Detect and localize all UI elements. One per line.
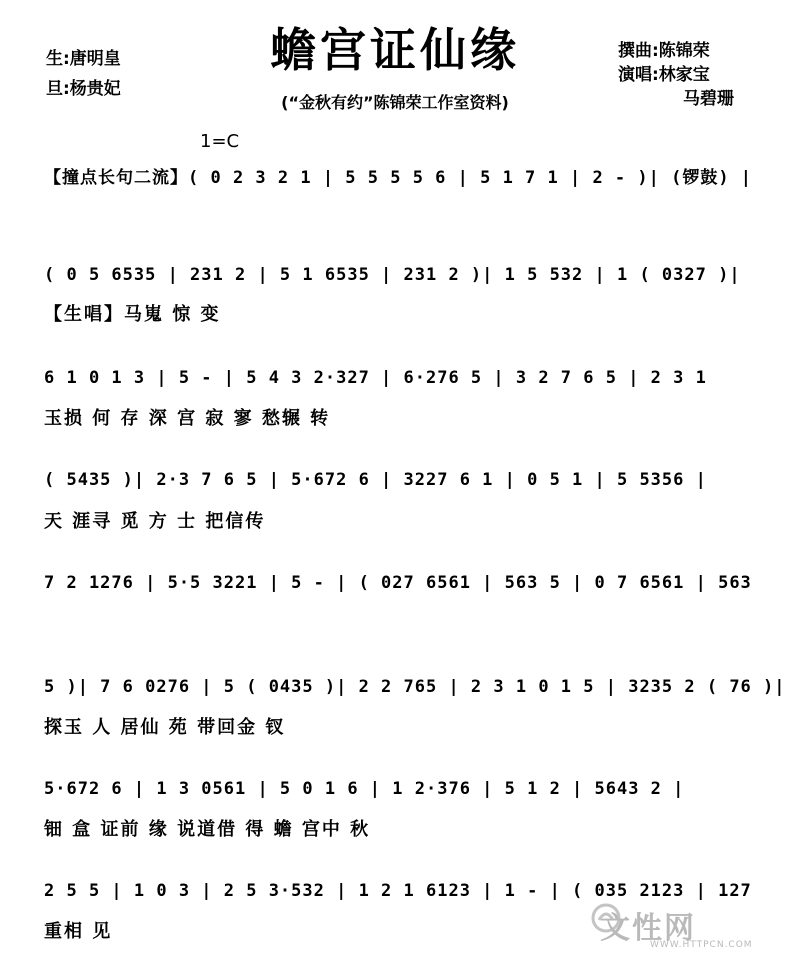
lyric-row-6: 探玉 人 居仙 苑 带回金 钗 <box>44 717 286 738</box>
notation-row-7: 5·672 6 | 1 3 0561 | 5 0 1 6 | 1 2·376 | 5 1 2 | 5643 2 | <box>44 779 685 799</box>
lyric-row-7: 钿 盒 证前 缘 说道借 得 蟾 宫中 秋 <box>44 819 371 840</box>
credit-singer-1: 演唱:林家宝 <box>618 65 710 85</box>
score-subtitle: (“金秋有约”陈锦荣工作室资料) <box>281 93 509 112</box>
key-signature: 1=C <box>200 131 240 152</box>
notation-row-6: 5 )| 7 6 0276 | 5 ( 0435 )| 2 2 765 | 2 3 1 0 1 5 | 3235 2 ( 76 )| <box>44 677 786 697</box>
watermark-url: WWW.HTTPCN.COM <box>650 940 753 950</box>
notation-row-4: ( 5435 )| 2·3 7 6 5 | 5·672 6 | 3227 6 1 | 0 5 1 | 5 5356 | <box>44 470 707 490</box>
notation-row-1: 【撞点长句二流】( 0 2 3 2 1 | 5 5 5 5 6 | 5 1 7 1 | 2 - )| (锣鼓) | <box>44 168 753 188</box>
role-sheng: 生:唐明皇 <box>46 49 121 69</box>
lyric-row-3: 玉损 何 存 深 宫 寂 寥 愁辗 转 <box>44 408 331 429</box>
role-dan: 旦:杨贵妃 <box>46 79 121 99</box>
lyric-row-8: 重相 见 <box>44 921 113 942</box>
notation-row-5: 7 2 1276 | 5·5 3221 | 5 - | ( 027 6561 | 563 5 | 0 7 6561 | 563 <box>44 573 752 593</box>
notation-row-8: 2 5 5 | 1 0 3 | 2 5 3·532 | 1 2 1 6123 | 1 - | ( 035 2123 | 127 <box>44 881 752 901</box>
credit-singer-2: 马碧珊 <box>683 89 734 109</box>
lyric-row-2: 【生唱】马嵬 惊 变 <box>44 304 221 325</box>
score-title: 蟾宫证仙缘 <box>270 23 520 77</box>
credit-composer: 撰曲:陈锦荣 <box>618 41 710 61</box>
lyric-row-4: 天 涯寻 觅 方 士 把信传 <box>44 511 266 532</box>
notation-row-2: ( 0 5 6535 | 231 2 | 5 1 6535 | 231 2 )| 1 5 532 | 1 ( 0327 )| <box>44 265 741 285</box>
watermark-text: 文性网 <box>600 911 696 946</box>
notation-row-3: 6 1 0 1 3 | 5 - | 5 4 3 2·327 | 6·276 5 | 3 2 7 6 5 | 2 3 1 <box>44 368 707 388</box>
